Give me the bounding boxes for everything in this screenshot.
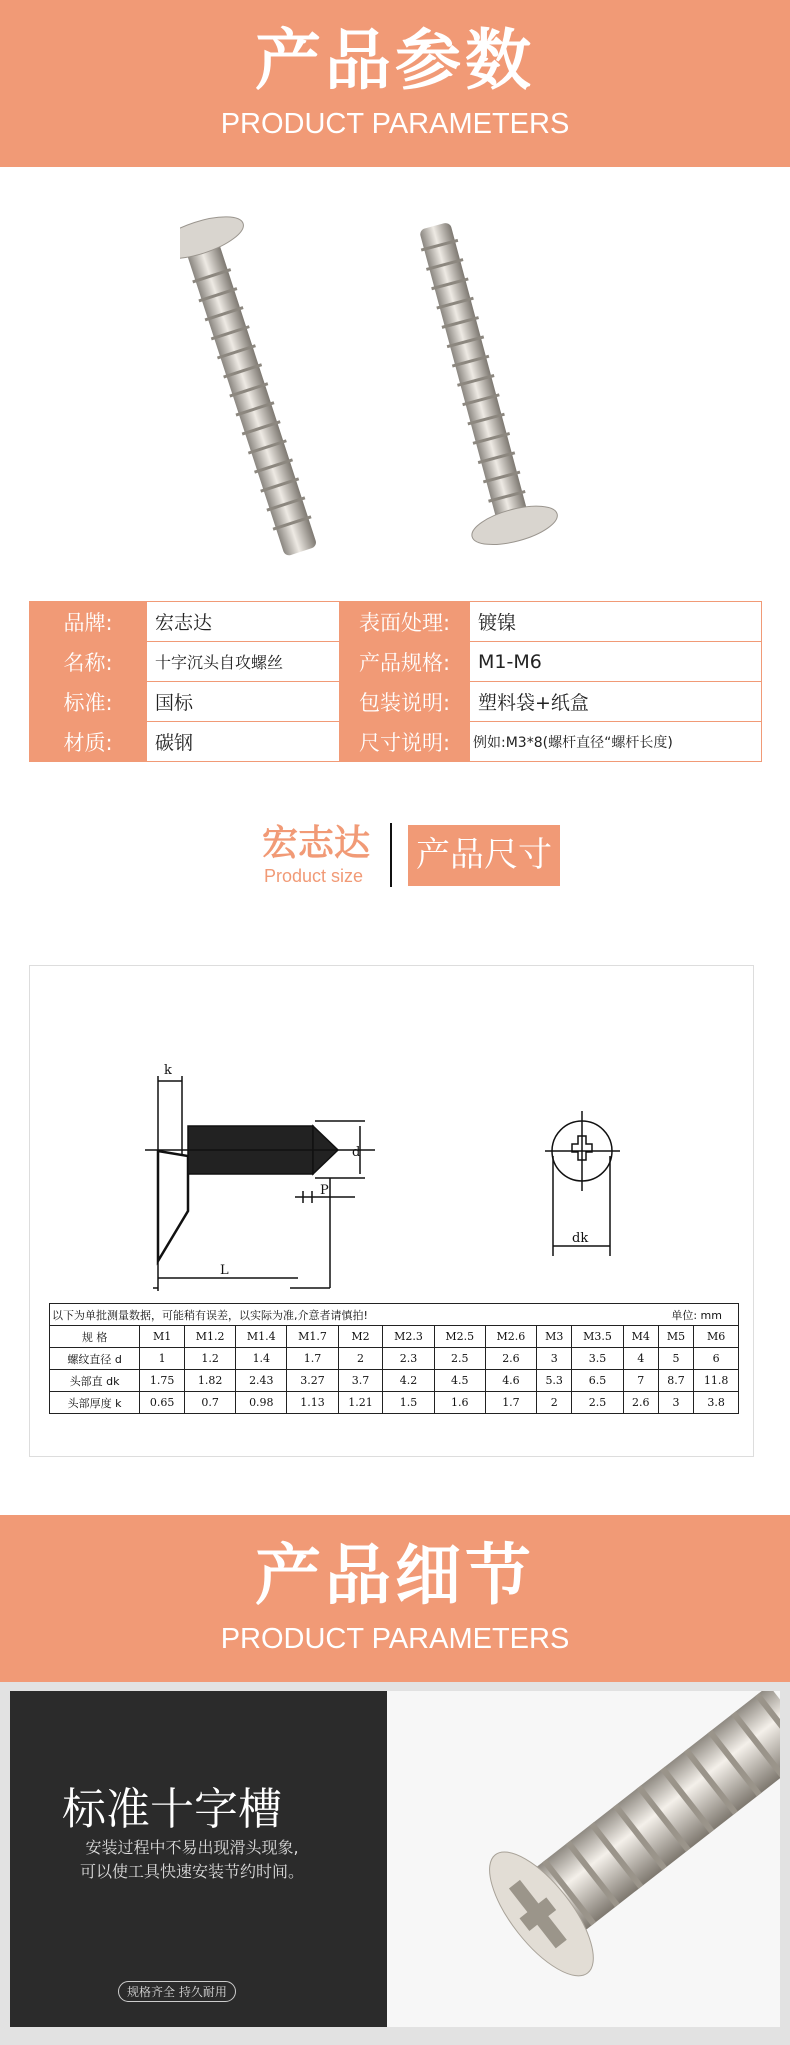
table-cell: 1.6 (434, 1392, 485, 1414)
table-cell: 1.21 (338, 1392, 383, 1414)
table-cell: 2.5 (572, 1392, 623, 1414)
brand-name: 宏志达 (262, 823, 371, 864)
product-photo-screws (180, 200, 620, 570)
section-title: 产品细节 (255, 1537, 535, 1614)
spec-label: 尺寸说明: (340, 722, 470, 762)
detail-desc-line: 可以使工具快速安装节约时间。 (79, 1862, 304, 1881)
table-cell: M1.2 (184, 1326, 235, 1348)
spec-value: 十字沉头自攻螺丝 (147, 642, 340, 682)
table-cell: 1.82 (184, 1370, 235, 1392)
spec-label: 标准: (30, 682, 147, 722)
table-cell: M2.5 (434, 1326, 485, 1348)
table-cell: 1.13 (287, 1392, 338, 1414)
table-row (30, 602, 762, 642)
table-cell: 3.27 (287, 1370, 338, 1392)
header-banner (0, 0, 790, 167)
table-cell: M5 (658, 1326, 693, 1348)
table-cell: M4 (623, 1326, 658, 1348)
spec-label: 表面处理: (340, 602, 470, 642)
dimension-diagram-panel (29, 965, 754, 1457)
table-cell: 3 (537, 1348, 572, 1370)
table-cell: 4.2 (383, 1370, 434, 1392)
table-cell: 头部厚度 k (50, 1392, 140, 1414)
details-banner (0, 1515, 790, 1682)
table-cell: 8.7 (658, 1370, 693, 1392)
spec-table (29, 601, 762, 762)
table-cell: 3.7 (338, 1370, 383, 1392)
spec-value: 国标 (147, 682, 340, 722)
label-dk: dk (572, 1231, 589, 1246)
table-cell: 0.98 (236, 1392, 287, 1414)
spec-label: 材质: (30, 722, 147, 762)
table-cell: 1.75 (140, 1370, 185, 1392)
table-cell: M2 (338, 1326, 383, 1348)
spec-label: 产品规格: (340, 642, 470, 682)
table-cell: 2.6 (485, 1348, 536, 1370)
table-cell: M2.3 (383, 1326, 434, 1348)
spec-value: 例如:M3*8(螺杆直径“螺杆长度) (470, 722, 762, 762)
brand-english: Product size (264, 866, 364, 886)
table-cell: 规 格 (50, 1326, 140, 1348)
table-row (50, 1348, 739, 1370)
table-cell: 6 (694, 1348, 739, 1370)
table-cell: 1.7 (287, 1348, 338, 1370)
table-cell: 2.43 (236, 1370, 287, 1392)
table-cell: 2.6 (623, 1392, 658, 1414)
label-l: L (220, 1263, 229, 1278)
table-cell: 11.8 (694, 1370, 739, 1392)
dimension-table (49, 1303, 739, 1414)
detail-description (62, 1836, 322, 1884)
table-row (50, 1370, 739, 1392)
table-cell: M3 (537, 1326, 572, 1348)
label-p: P (320, 1183, 329, 1198)
detail-title: 标准十字槽 (62, 1784, 282, 1835)
spec-value: 塑料袋+纸盒 (470, 682, 762, 722)
table-cell: 3 (658, 1392, 693, 1414)
size-label: 产品尺寸 (408, 825, 560, 886)
detail-desc-line: 安装过程中不易出现滑头现象, (85, 1838, 299, 1857)
spec-value: 宏志达 (147, 602, 340, 642)
spec-label: 包装说明: (340, 682, 470, 722)
table-row (30, 722, 762, 762)
table-unit: 单位: mm (671, 1308, 722, 1322)
table-row (50, 1392, 739, 1414)
table-row (30, 682, 762, 722)
table-cell: 1.5 (383, 1392, 434, 1414)
table-cell: 4.5 (434, 1370, 485, 1392)
label-k: k (164, 1063, 172, 1078)
spec-value: 镀镍 (470, 602, 762, 642)
table-cell: M6 (694, 1326, 739, 1348)
table-cell: 2.5 (434, 1348, 485, 1370)
table-cell: M1.7 (287, 1326, 338, 1348)
spec-value: M1-M6 (470, 642, 762, 682)
spec-label: 名称: (30, 642, 147, 682)
table-cell: 5.3 (537, 1370, 572, 1392)
table-cell: 1.2 (184, 1348, 235, 1370)
table-cell: 1.4 (236, 1348, 287, 1370)
divider (390, 823, 392, 887)
table-cell: 2.3 (383, 1348, 434, 1370)
table-row (30, 642, 762, 682)
table-cell: M2.6 (485, 1326, 536, 1348)
spec-value: 碳钢 (147, 722, 340, 762)
table-cell: 2 (338, 1348, 383, 1370)
table-cell: M3.5 (572, 1326, 623, 1348)
table-cell: 0.7 (184, 1392, 235, 1414)
screw-diagram (120, 1026, 680, 1306)
table-note: 以下为单批测量数据，可能稍有误差，以实际为准,介意者请慎拍! (52, 1308, 368, 1322)
table-cell: 6.5 (572, 1370, 623, 1392)
table-cell: 3.8 (694, 1392, 739, 1414)
section-subtitle: PRODUCT PARAMETERS (220, 1623, 570, 1655)
table-cell: 7 (623, 1370, 658, 1392)
section-subtitle: PRODUCT PARAMETERS (220, 108, 570, 140)
table-cell: M1.4 (236, 1326, 287, 1348)
table-cell: 5 (658, 1348, 693, 1370)
detail-badge: 规格齐全 持久耐用 (118, 1981, 236, 2002)
table-header-row (50, 1326, 739, 1348)
table-cell: 1 (140, 1348, 185, 1370)
table-cell: 4.6 (485, 1370, 536, 1392)
table-cell: 4 (623, 1348, 658, 1370)
spec-label: 品牌: (30, 602, 147, 642)
label-d: d (352, 1145, 361, 1160)
table-cell: 0.65 (140, 1392, 185, 1414)
table-cell: 1.7 (485, 1392, 536, 1414)
table-cell: 头部直 dk (50, 1370, 140, 1392)
table-cell: 2 (537, 1392, 572, 1414)
table-cell: 3.5 (572, 1348, 623, 1370)
detail-text-panel (10, 1691, 387, 2027)
table-row (50, 1304, 739, 1326)
section-title: 产品参数 (255, 22, 535, 99)
table-cell: M1 (140, 1326, 185, 1348)
detail-photo (387, 1691, 780, 2027)
table-cell: 螺纹直径 d (50, 1348, 140, 1370)
